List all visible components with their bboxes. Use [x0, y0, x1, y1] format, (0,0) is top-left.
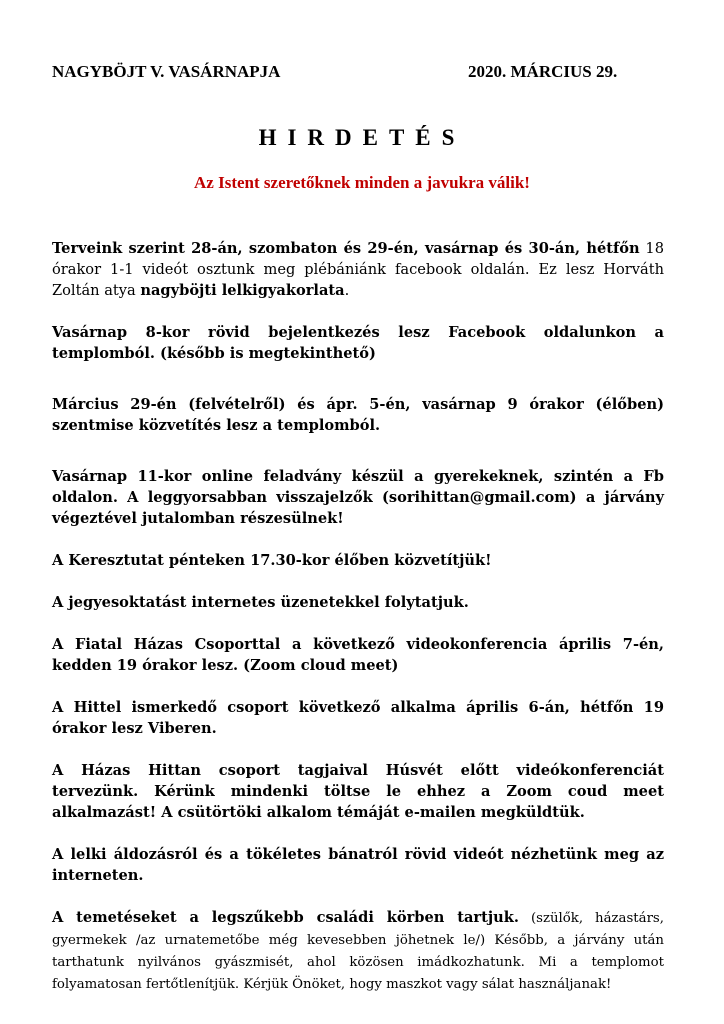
announcement-children-quiz: Vasárnap 11-kor online feladvány készül a gyerekeknek, szintén a Fb oldalon. A leggyorsabban visszajelzők (sorihittan@gmail.com) a járvány végeztével jutalomban részesülnek!	[52, 468, 664, 527]
header-date: 2020. MÁRCIUS 29.	[468, 62, 618, 81]
announcement-faith-group: A Hittel ismerkedő csoport következő alkalma április 6-án, hétfőn 19 órakor lesz Viberen.	[52, 699, 664, 737]
retreat-text-4: nagyböjti lelkigyakorlata	[140, 282, 345, 299]
page-title: HIRDETÉS	[258, 125, 466, 150]
announcement-engagement-course: A jegyesoktatást internetes üzenetekkel folytatjuk.	[52, 594, 469, 611]
announcement-spiritual-communion: A lelki áldozásról és a tökéletes bánatról rövid videót nézhetünk meg az interneten.	[52, 846, 664, 884]
funerals-detail-text: (szülők, házastárs, gyermekek /az urnatemetőbe még kevesebben jöhetnek le/) Később, a járvány után tarthatunk nyilvános gyászmisét, ahol közösen imádkozhatunk. Mi a templomot folyamatosan fertőtlenítjük. Kérjük Önöket, hogy maszkot vagy sálat használjanak!	[52, 911, 664, 992]
announcement-body	[52, 238, 664, 995]
page-subtitle: Az Istent szeretőknek minden a javukra válik!	[194, 173, 530, 192]
retreat-text-1: Terveink szerint 28-án, szombaton és 29-én, vasárnap és 30-án,	[52, 240, 587, 257]
announcement-retreat	[52, 238, 664, 301]
header-liturgical-day: NAGYBÖJT V. VASÁRNAPJA	[52, 62, 281, 81]
announcement-married-catechesis: A Házas Hittan csoport tagjaival Húsvét előtt videókonferenciát tervezünk. Kérünk mindenki töltse le ehhez a Zoom coud meet alkalmazást! A csütörtöki alkalom témáját e-mailen megküldtük.	[52, 762, 664, 821]
announcement-stations-of-cross: A Keresztutat pénteken 17.30-kor élőben közvetítjük!	[52, 552, 492, 569]
announcement-facebook-checkin: Vasárnap 8-kor rövid bejelentkezés lesz Facebook oldalunkon a templomból. (később is megtekinthető)	[52, 324, 664, 362]
announcement-young-couples: A Fiatal Házas Csoporttal a következő videokonferencia április 7-én, kedden 19 órakor lesz. (Zoom cloud meet)	[52, 636, 664, 674]
retreat-text-2: hétfőn	[586, 240, 640, 257]
retreat-text-3: 18 órakor 1-1 videót osztunk meg plébániánk facebook oldalán. Ez lesz Horváth Zoltán atya	[52, 240, 664, 299]
retreat-text-5: .	[344, 282, 350, 299]
announcement-mass-broadcast: Március 29-én (felvételről) és ápr. 5-én, vasárnap 9 órakor (élőben) szentmise közvetítés lesz a templomból.	[52, 396, 664, 434]
funerals-bold-text: A temetéseket a legszűkebb családi körben tartjuk.	[52, 909, 519, 926]
announcement-funerals	[52, 907, 664, 995]
